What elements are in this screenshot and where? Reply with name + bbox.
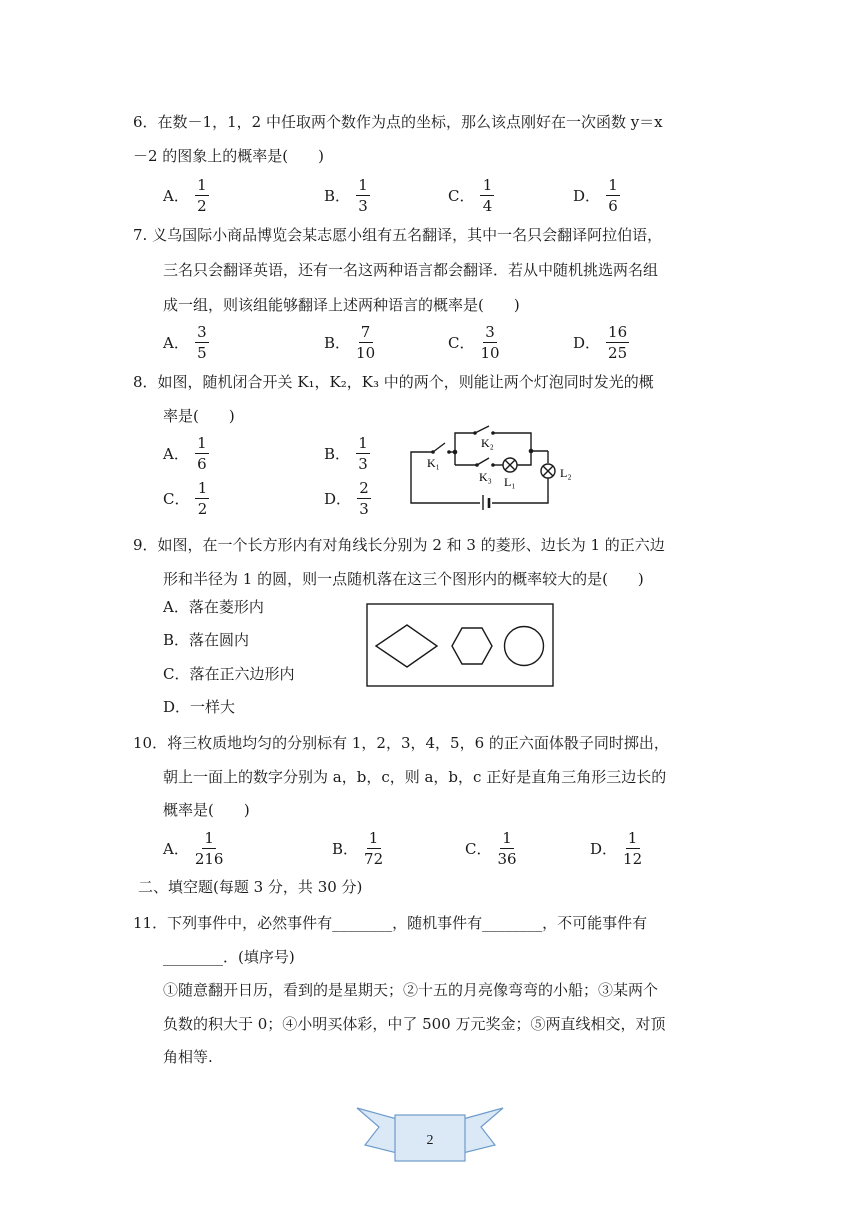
q11-events-line1: ①随意翻开日历，看到的是星期天；②十五的月亮像弯弯的小船；③某两个 (163, 981, 659, 999)
k1-label: K₁ (427, 456, 440, 470)
rhombus-shape (376, 625, 437, 667)
l1-label: L₁ (504, 475, 516, 489)
q9-option-b[interactable]: B．落在圆内 (163, 631, 250, 649)
shapes-diagram (366, 603, 554, 687)
circle-shape (505, 627, 544, 666)
q8-option-d[interactable]: D． $\frac{2}{3}$ (324, 479, 371, 518)
q7-option-a[interactable]: A． $\frac{3}{5}$ (163, 323, 209, 362)
q7-option-d[interactable]: D． $\frac{16}{25}$ (573, 323, 628, 362)
q7-stem-line2: 三名只会翻译英语，还有一名这两种语言都会翻译．若从中随机挑选两名组 (163, 261, 659, 279)
q9-stem-line1: 9．如图，在一个长方形内有对角线长分别为 2 和 3 的菱形、边长为 1 的正六边 (133, 536, 665, 554)
q11-stem-line1: 11．下列事件中，必然事件有________，随机事件有________，不可能事件有 (133, 914, 648, 932)
q11-events-line2: 负数的积大于 0；④小明买体彩，中了 500 万元奖金；⑤两直线相交，对顶 (163, 1015, 666, 1033)
q9-stem-line2: 形和半径为 1 的圆，则一点随机落在这三个图形内的概率较大的是( ) (163, 570, 644, 588)
q6-option-b[interactable]: B． $\frac{1}{3}$ (324, 176, 370, 215)
q9-option-c[interactable]: C．落在正六边形内 (163, 665, 295, 683)
k2-label: K₂ (481, 436, 494, 450)
q7-stem-line3: 成一组，则该组能够翻译上述两种语言的概率是( ) (163, 296, 520, 314)
q8-option-c[interactable]: C． $\frac{1}{2}$ (163, 479, 209, 518)
q10-stem-line3: 概率是( ) (163, 801, 250, 819)
q6-stem-line1: 6．在数－1，1，2 中任取两个数作为点的坐标，那么该点刚好在一次函数 y＝x (133, 113, 663, 131)
q8-stem-line1: 8．如图，随机闭合开关 K₁，K₂，K₃ 中的两个，则能让两个灯泡同时发光的概 (133, 373, 654, 391)
q8-stem-line2: 率是( ) (163, 407, 235, 425)
q10-stem-line2: 朝上一面上的数字分别为 a，b，c，则 a，b，c 正好是直角三角形三边长的 (163, 768, 667, 786)
l2-label: L₂ (560, 466, 572, 480)
q8-option-a[interactable]: A． $\frac{1}{6}$ (163, 434, 209, 473)
q7-option-b[interactable]: B． $\frac{7}{10}$ (324, 323, 376, 362)
q10-option-b[interactable]: B． $\frac{1}{72}$ (332, 829, 384, 868)
q9-option-a[interactable]: A．落在菱形内 (163, 598, 264, 616)
q7-stem-line1: 7. 义乌国际小商品博览会某志愿小组有五名翻译，其中一名只会翻译阿拉伯语， (133, 226, 663, 244)
q10-option-a[interactable]: A． $\frac{1}{216}$ (163, 829, 224, 868)
q6-option-d[interactable]: D． $\frac{1}{6}$ (573, 176, 620, 215)
k3-label: K₃ (479, 470, 492, 484)
circuit-diagram (405, 425, 590, 510)
q6-option-c[interactable]: C． $\frac{1}{4}$ (448, 176, 494, 215)
q10-option-d[interactable]: D． $\frac{1}{12}$ (590, 829, 643, 868)
q11-events-line3: 角相等. (163, 1048, 213, 1066)
q9-option-d[interactable]: D．一样大 (163, 698, 236, 716)
page-number-ribbon (355, 1105, 505, 1165)
q10-option-c[interactable]: C． $\frac{1}{36}$ (465, 829, 517, 868)
q10-stem-line1: 10．将三枚质地均匀的分别标有 1，2，3，4，5，6 的正六面体骰子同时掷出， (133, 734, 669, 752)
q6-stem-line2: －2 的图象上的概率是( ) (133, 147, 325, 165)
q8-option-b[interactable]: B． $\frac{1}{3}$ (324, 434, 370, 473)
section-heading-fill-in: 二、填空题(每题 3 分，共 30 分) (138, 878, 363, 896)
q6-option-a[interactable]: A． $\frac{1}{2}$ (163, 176, 209, 215)
page-number: 2 (426, 1133, 434, 1148)
hexagon-shape (452, 628, 492, 664)
q7-option-c[interactable]: C． $\frac{3}{10}$ (448, 323, 500, 362)
rectangle-frame (367, 604, 553, 686)
q11-stem-line2: ________．(填序号) (163, 948, 295, 966)
